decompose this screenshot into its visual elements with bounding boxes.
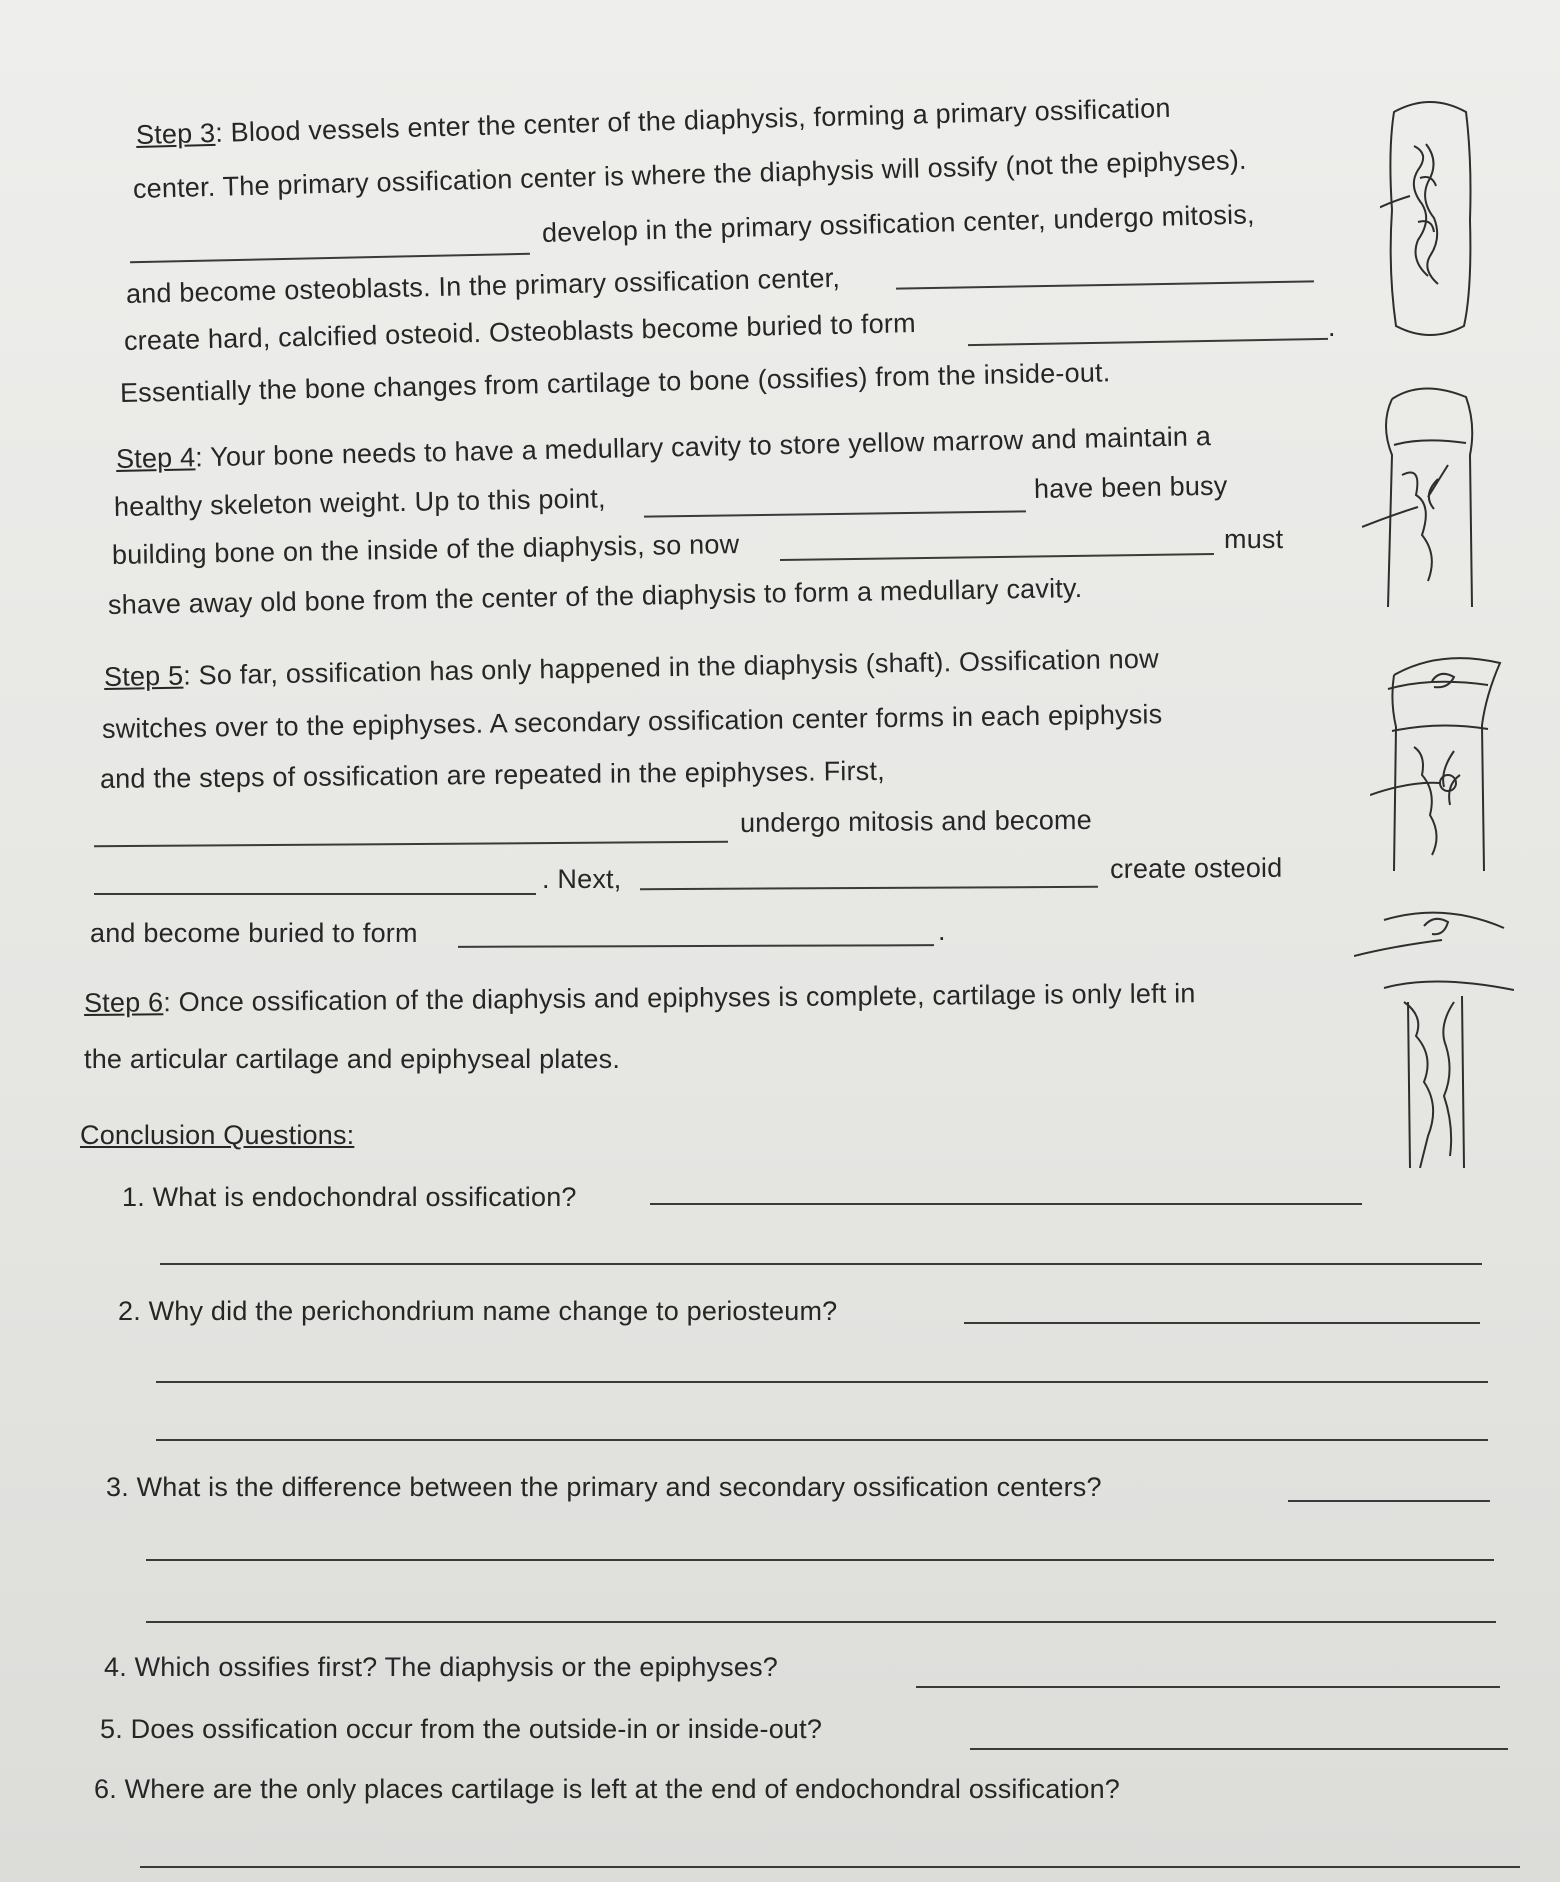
step6-line2: the articular cartilage and epiphyseal plates.: [84, 1044, 621, 1074]
question-4: 4. Which ossifies first? The diaphysis or the epiphyses?: [104, 1652, 779, 1682]
answer-line-q3[interactable]: [1288, 1500, 1490, 1502]
answer-blank[interactable]: [780, 553, 1214, 561]
bone-diagram-step5: [1370, 655, 1510, 871]
answer-line-q1[interactable]: [650, 1203, 1362, 1205]
conclusion-heading: Conclusion Questions:: [80, 1120, 355, 1150]
step4-label: Step 4: [115, 442, 196, 474]
step3-line5: create hard, calcified osteoid. Osteoblasts become buried to form: [123, 308, 917, 356]
question-3: 3. What is the difference between the primary and secondary ossification centers?: [106, 1472, 1102, 1502]
step3-line1: Step 3: Blood vessels enter the center of the diaphysis, forming a primary ossification: [135, 92, 1171, 150]
step5-line5a: . Next,: [542, 864, 622, 894]
step4-line4: shave away old bone from the center of the diaphysis to form a medullary cavity.: [107, 572, 1083, 620]
answer-line-q6[interactable]: [140, 1866, 1520, 1868]
step3-line2: center. The primary ossification center is where the diaphysis will ossify (not the epiphyses).: [132, 144, 1248, 204]
answer-blank[interactable]: [130, 253, 530, 263]
bone-diagram-step4: [1362, 385, 1482, 607]
step5-line3: and the steps of ossification are repeated in the epiphyses. First,: [99, 755, 885, 794]
answer-blank[interactable]: [644, 510, 1026, 517]
answer-blank[interactable]: [94, 893, 536, 895]
answer-line-q3[interactable]: [146, 1559, 1494, 1561]
answer-line-q1[interactable]: [160, 1263, 1482, 1265]
step4-line1: Step 4: Your bone needs to have a medullary cavity to store yellow marrow and maintain a: [115, 421, 1212, 474]
step5-line2: switches over to the epiphyses. A secondary ossification center forms in each epiphysis: [101, 699, 1163, 744]
answer-line-q2[interactable]: [156, 1439, 1488, 1441]
step3-line6: Essentially the bone changes from cartilage to bone (ossifies) from the inside-out.: [119, 357, 1111, 408]
answer-line-q2[interactable]: [156, 1381, 1488, 1383]
step3-label: Step 3: [135, 117, 216, 150]
question-5: 5. Does ossification occur from the outside-in or inside-out?: [100, 1714, 823, 1744]
step3-line3: develop in the primary ossification center, undergo mitosis,: [541, 199, 1256, 248]
step5-line4: undergo mitosis and become: [739, 804, 1093, 838]
step5-line1: Step 5: So far, ossification has only happened in the diaphysis (shaft). Ossification now: [103, 643, 1160, 692]
step3-line4: and become osteoblasts. In the primary ossification center,: [125, 262, 841, 309]
step5-label: Step 5: [103, 660, 184, 692]
answer-blank[interactable]: [896, 280, 1314, 289]
step3-line5-period: .: [1328, 312, 1336, 342]
step6-label: Step 6: [83, 987, 164, 1018]
answer-line-q4[interactable]: [916, 1686, 1500, 1688]
answer-line-q5[interactable]: [970, 1748, 1508, 1750]
answer-line-q3[interactable]: [146, 1621, 1496, 1623]
bone-diagram-step6: [1354, 906, 1514, 1168]
step6-line1: Step 6: Once ossification of the diaphysis and epiphyses is complete, cartilage is only left in: [83, 978, 1196, 1018]
step4-line3a: building bone on the inside of the diaphysis, so now: [111, 529, 740, 570]
question-6: 6. Where are the only places cartilage is left at the end of endochondral ossification?: [94, 1774, 1120, 1804]
step4-line2b: have been busy: [1033, 470, 1228, 504]
step4-line3b: must: [1224, 524, 1284, 554]
answer-line-q2[interactable]: [964, 1322, 1480, 1324]
answer-blank[interactable]: [94, 841, 728, 847]
answer-blank[interactable]: [640, 886, 1098, 890]
question-1: 1. What is endochondral ossification?: [122, 1182, 577, 1212]
step5-line6-period: .: [938, 916, 946, 946]
step4-line2a: healthy skeleton weight. Up to this point,: [113, 483, 606, 522]
question-2: 2. Why did the perichondrium name change to periosteum?: [118, 1296, 838, 1326]
step5-line6: and become buried to form: [90, 918, 418, 948]
answer-blank[interactable]: [458, 944, 934, 948]
answer-blank[interactable]: [968, 338, 1328, 346]
bone-diagram-step3: [1380, 100, 1480, 338]
step5-line5b: create osteoid: [1109, 852, 1283, 884]
